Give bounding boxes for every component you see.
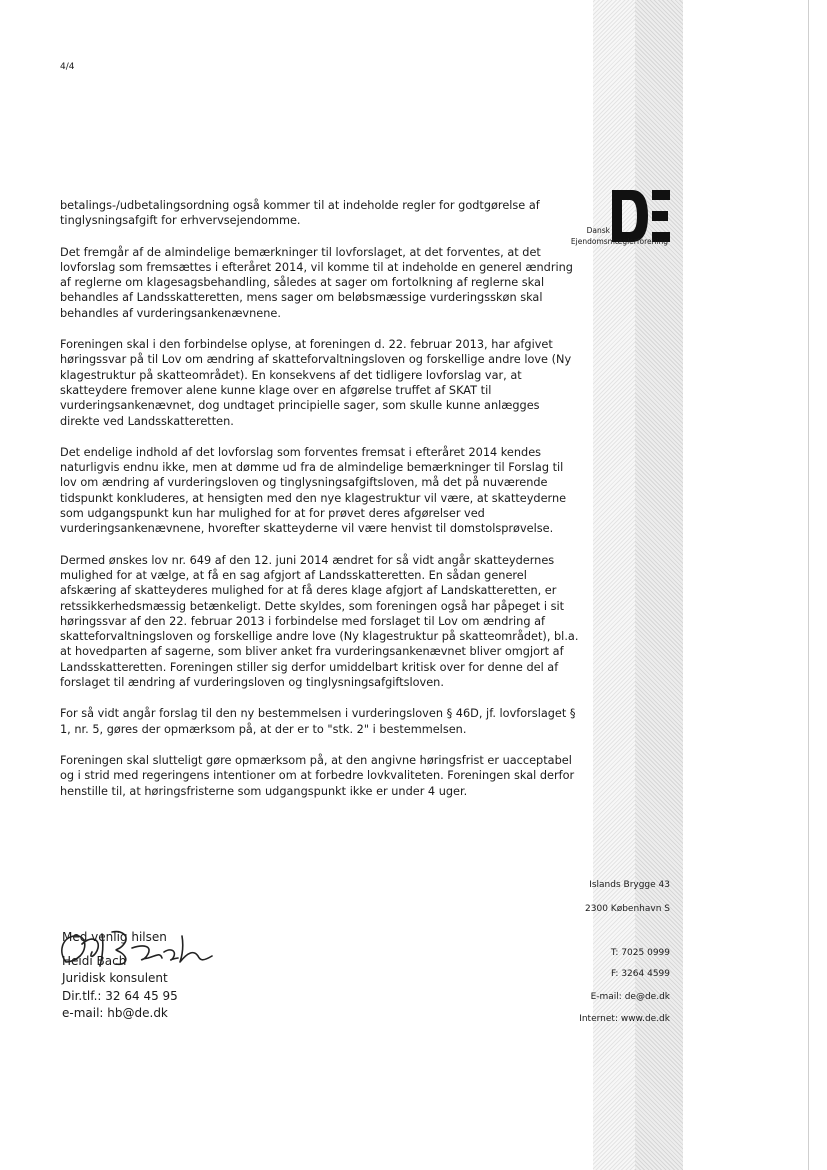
contact-fax: F: 3264 4599 — [610, 969, 670, 979]
closing-greeting: Med venlig hilsen — [62, 930, 167, 944]
paragraph: Det endelige indhold af det lovforslag som forventes fremsat i efteråret 2014 kendes naturligvis endnu ikke, men at dømme ud fra de almindelige bemærkninger til Forslag til lov om ændring af vurderingsloven og tinglysningsafgiftsloven, må det på nuværende tidspunkt konkluderes, at hensigten med den nye klagestruktur vil være, at skatteyderne som udgangspunkt kun har mulighed for at for prøvet deres afgørelser ved vurderingsankenævnene, hvorefter skatteyderne vil være henvist til domstolsprøvelse. — [60, 445, 567, 536]
contact-city: 2300 København S — [585, 904, 670, 914]
page-number: 4/4 — [60, 62, 75, 72]
contact-phone: T: 7025 0999 — [610, 948, 670, 958]
signer-name: Heidi Bach — [62, 953, 127, 968]
paragraph: betalings-/udbetalingsordning også kommer til at indeholde regler for godtgørelse af tinglysningsafgift for erhvervsejendomme. — [60, 199, 540, 228]
signer-email: e-mail: hb@de.dk — [62, 1006, 168, 1020]
letter-body — [60, 198, 580, 815]
contact-street: Islands Brygge 43 — [589, 880, 670, 890]
contact-email: E-mail: de@de.dk — [590, 992, 670, 1002]
scan-edge-line — [808, 0, 809, 1170]
signer-phone: Dir.tlf.: 32 64 45 95 — [62, 988, 178, 1003]
logo-small-word: Dansk — [586, 226, 610, 235]
paragraph: Dermed ønskes lov nr. 649 af den 12. juni 2014 ændret for så vidt angår skatteydernes mulighed for at vælge, at få en sag afgjort af Landsskatteretten. En sådan generel afskæring af skatteyderes mulighed for at få deres klage afgjort af Landskatteretten, er retssikkerhedsmæssig betænkeligt. Dette skyldes, som foreningen også har påpeget i sit høringssvar af den 22. februar 2013 i forbindelse med forslaget til Lov om ændring af skatteforvaltningsloven og forskellige andre love (Ny klagestruktur på skatteområdet), bl.a. at hovedparten af sagerne, som bliver anket fra vurderingsankenævnet bliver omgjort af Landsskatteretten. Foreningen stiller sig derfor umiddelbart kritisk over for denne del af forslaget til ændring af vurderingsloven og tinglysningsafgiftsloven. — [60, 553, 579, 690]
de-logo-mark — [612, 190, 670, 242]
paragraph: Det fremgår af de almindelige bemærkninger til lovforslaget, at det forventes, at det lovforslag som fremsættes i efteråret 2014, vil komme til at indeholde en generel ændring af reglerne om klagesagsbehandling, således at sager om fortolkning af reglerne skal behandles af Landsskatteretten, mens sager om beløbsmæssige vurderingsskøn skal behandles af vurderingsankenævnene. — [60, 245, 573, 320]
contact-web: Internet: www.de.dk — [579, 1014, 670, 1024]
handwritten-signature — [52, 922, 222, 977]
paragraph: Foreningen skal slutteligt gøre opmærksom på, at den angivne høringsfrist er uacceptabel og i strid med regeringens intentioner om at forbedre lovkvaliteten. Foreningen skal derfor henstille til, at høringsfristerne som udgangspunkt ikke er under 4 uger. — [60, 753, 575, 798]
logo-org-name: Ejendomsmæglerforening — [570, 237, 668, 246]
paragraph: Foreningen skal i den forbindelse oplyse, at foreningen d. 22. februar 2013, har afgivet høringssvar på til Lov om ændring af skatteforvaltningsloven og forskellige andre love (Ny klagestruktur på skatteområdet). En konsekvens af det tidligere lovforslag var, at skatteydere fremover alene kunne klage over en afgørelse truffet af SKAT til vurderingsankenævnet, dog undtaget principielle sager, som skulle kunne anlægges direkte ved Landsskatteretten. — [60, 338, 572, 428]
signer-title: Juridisk konsulent — [62, 971, 168, 985]
paragraph: For så vidt angår forslag til den ny bestemmelsen i vurderingsloven § 46D, jf. lovforslaget § 1, nr. 5, gøres der opmærksom på, at der er to "stk. 2" i bestemmelsen. — [60, 707, 576, 736]
